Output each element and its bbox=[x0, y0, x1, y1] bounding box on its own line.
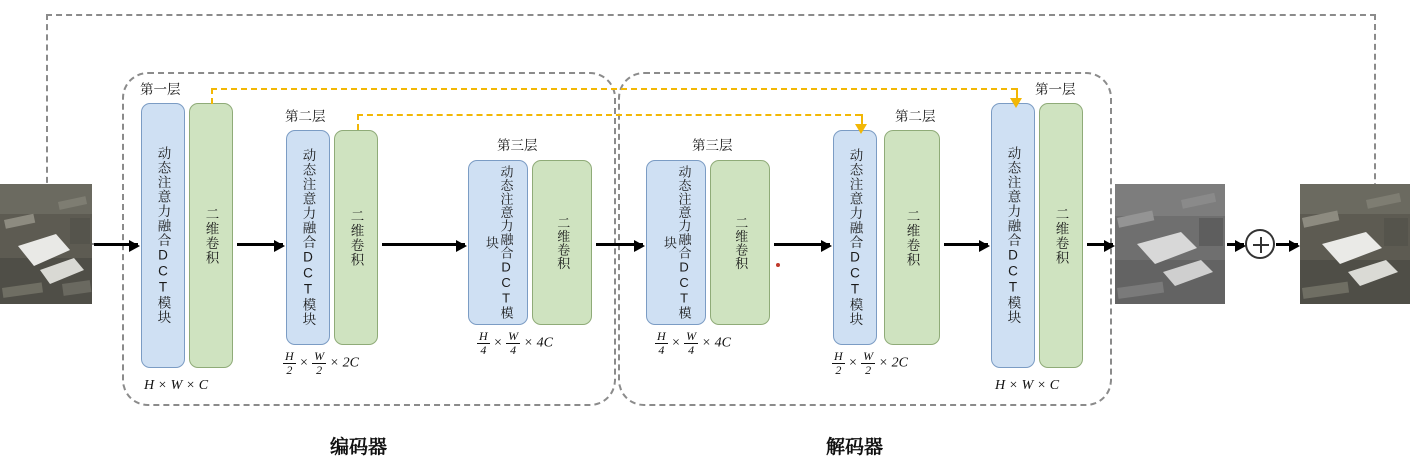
conv-block-label: 二维卷积 bbox=[904, 208, 920, 267]
encoder-layer2-dimension: $\frac{H}{2}$ × $\frac{W}{2}$ × 2C bbox=[285, 349, 359, 377]
flow-arrow-dec2-to-dec1 bbox=[944, 243, 988, 246]
encoder-label: 编码器 bbox=[330, 437, 388, 458]
decoder-layer1-conv-block[interactable] bbox=[1039, 103, 1083, 368]
flow-arrow-dec1-to-image bbox=[1087, 243, 1113, 246]
decoder-layer1-dimension: H × W × C bbox=[995, 378, 1060, 393]
encoder-layer3-attention-block[interactable] bbox=[468, 160, 528, 325]
skip-connection-top bbox=[46, 14, 1376, 16]
attention-block-label: 动态注意力融合DCT模块 bbox=[847, 148, 863, 327]
encoder-layer3-conv-block[interactable] bbox=[532, 160, 592, 325]
encoder-layer1-attention-block[interactable] bbox=[141, 103, 185, 368]
decoder-label: 解码器 bbox=[826, 437, 884, 458]
decoder-layer2-caption: 第二层 bbox=[895, 109, 936, 124]
flow-arrow-enc3-to-dec3 bbox=[596, 243, 643, 246]
decoder-layer3-dimension: $\frac{H}{4}$ × $\frac{W}{4}$ × 4C bbox=[657, 329, 731, 357]
annotation-dot bbox=[776, 263, 780, 267]
attention-link-enc2-dec2 bbox=[357, 114, 861, 116]
conv-block-label: 二维卷积 bbox=[555, 215, 571, 270]
flow-arrow-enc2-to-enc3 bbox=[382, 243, 465, 246]
conv-block-label: 二维卷积 bbox=[1053, 206, 1069, 265]
encoder-layer3-dimension: $\frac{H}{4}$ × $\frac{W}{4}$ × 4C bbox=[479, 329, 553, 357]
addition-node bbox=[1245, 229, 1275, 259]
intermediate-image bbox=[1115, 184, 1225, 304]
conv-block-label: 二维卷积 bbox=[348, 208, 364, 267]
conv-block-label: 二维卷积 bbox=[203, 206, 219, 265]
attention-arrow-dec1 bbox=[1010, 98, 1022, 108]
encoder-layer2-caption: 第二层 bbox=[285, 109, 326, 124]
decoder-layer2-conv-block[interactable] bbox=[884, 130, 940, 345]
attention-block-label: 动态注意力融合DCT模块 bbox=[484, 165, 514, 320]
flow-arrow-enc1-to-enc2 bbox=[237, 243, 283, 246]
attention-arrow-dec2 bbox=[855, 124, 867, 134]
attention-link-enc1-dec1 bbox=[211, 88, 1017, 90]
attention-link-enc2-up bbox=[357, 114, 359, 130]
encoder-layer3-caption: 第三层 bbox=[497, 138, 538, 153]
input-image bbox=[0, 184, 92, 304]
flow-arrow-input-to-enc1 bbox=[94, 243, 138, 246]
encoder-layer2-attention-block[interactable] bbox=[286, 130, 330, 345]
attention-block-label: 动态注意力融合DCT模块 bbox=[1005, 146, 1021, 325]
attention-block-label: 动态注意力融合DCT模块 bbox=[662, 165, 692, 320]
flow-arrow-dec3-to-dec2 bbox=[774, 243, 830, 246]
attention-block-label: 动态注意力融合DCT模块 bbox=[155, 146, 171, 325]
attention-link-enc1-up bbox=[211, 88, 213, 104]
encoder-layer1-dimension: H × W × C bbox=[144, 378, 209, 393]
encoder-layer2-conv-block[interactable] bbox=[334, 130, 378, 345]
flow-arrow-plus-to-output bbox=[1276, 243, 1298, 246]
decoder-layer1-attention-block[interactable] bbox=[991, 103, 1035, 368]
flow-arrow-image-to-plus bbox=[1227, 243, 1244, 246]
encoder-layer1-conv-block[interactable] bbox=[189, 103, 233, 368]
encoder-layer1-caption: 第一层 bbox=[140, 82, 181, 97]
attention-block-label: 动态注意力融合DCT模块 bbox=[300, 148, 316, 327]
decoder-layer2-dimension: $\frac{H}{2}$ × $\frac{W}{2}$ × 2C bbox=[834, 349, 908, 377]
decoder-layer3-attention-block[interactable] bbox=[646, 160, 706, 325]
output-image bbox=[1300, 184, 1410, 304]
decoder-layer3-caption: 第三层 bbox=[692, 138, 733, 153]
conv-block-label: 二维卷积 bbox=[733, 215, 749, 270]
decoder-layer2-attention-block[interactable] bbox=[833, 130, 877, 345]
decoder-layer3-conv-block[interactable] bbox=[710, 160, 770, 325]
decoder-layer1-caption: 第一层 bbox=[1035, 82, 1076, 97]
